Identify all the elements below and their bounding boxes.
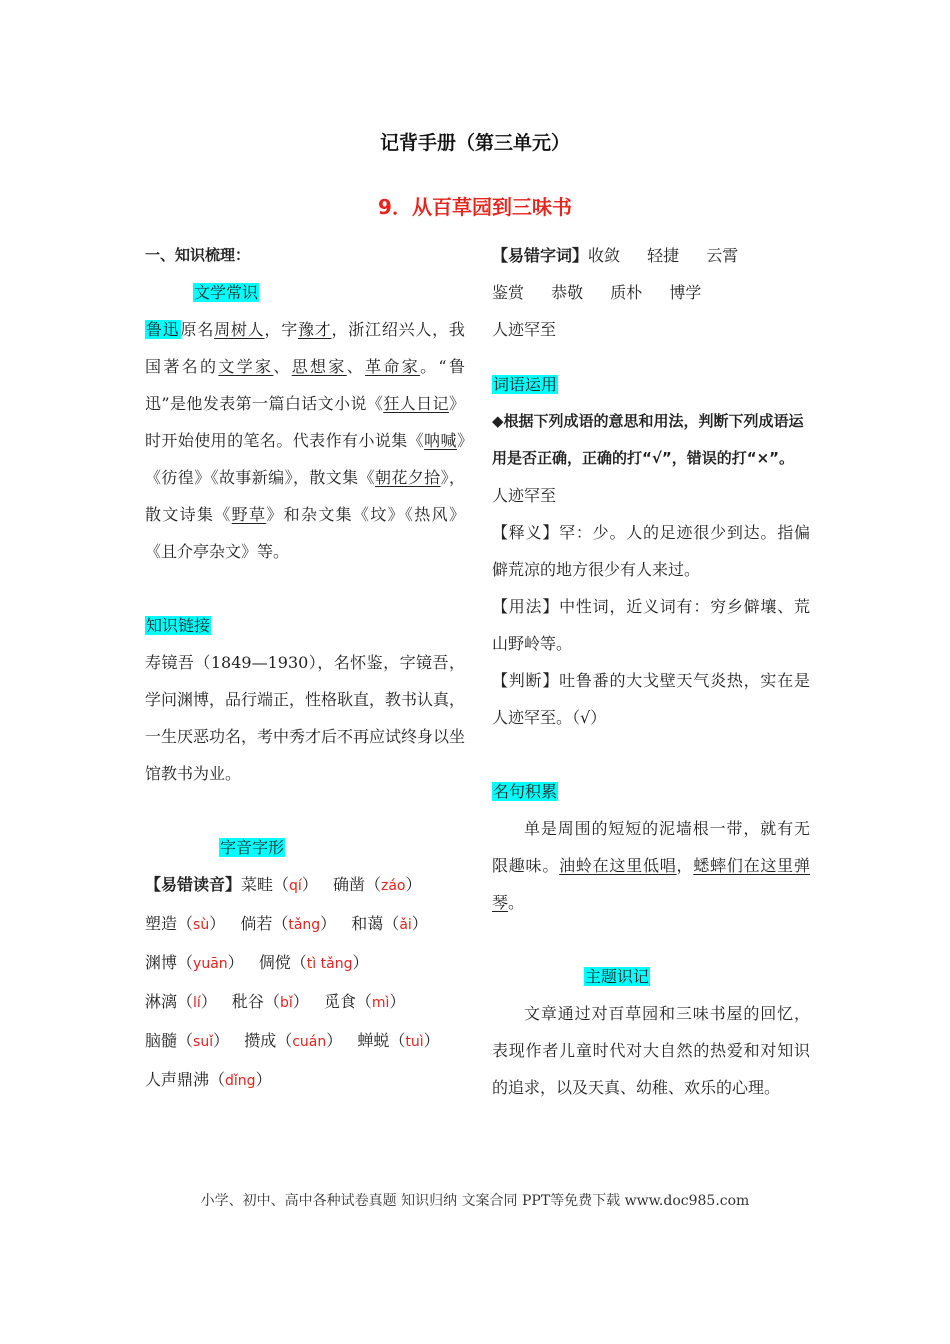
paren-open: （	[177, 953, 194, 972]
pinyin: mì	[371, 995, 390, 1011]
lit-author: 鲁迅	[146, 320, 180, 339]
pronunciation-item	[333, 875, 422, 894]
pronunciation-item	[244, 1031, 342, 1050]
typo-word: 鉴赏	[492, 283, 525, 302]
judge-paragraph	[492, 662, 810, 736]
paren-open: （	[177, 1031, 194, 1050]
pinyin: qí	[289, 878, 302, 894]
lit-keyword: 思想家	[291, 357, 347, 376]
pronunciation-head: 【易错读音】	[145, 875, 242, 894]
pronunciation-item	[240, 914, 336, 933]
page-title: 记背手册（第三单元）	[379, 132, 570, 154]
paren-open: （	[364, 875, 381, 894]
paren-open: （	[209, 1070, 226, 1089]
pronunciation-word: 秕谷	[231, 992, 264, 1011]
idiom: 人迹罕至	[492, 486, 557, 505]
paren-open: （	[273, 875, 290, 894]
paren-open: （	[263, 992, 280, 1011]
usage-instruction: ◆根据下列成语的意思和用法，判断下列成语运用是否正确，正确的打“√”，错误的打“×”。	[492, 412, 804, 467]
lit-keyword: 朝花夕拾	[374, 468, 441, 487]
pronunciation-word: 确凿	[332, 875, 365, 894]
paren-close: ）	[352, 953, 369, 972]
lit-text: ，字	[264, 320, 298, 339]
pinyin: sù	[193, 917, 210, 933]
pinyin: cuán	[292, 1034, 327, 1050]
quote-label: 名句积累	[493, 782, 558, 801]
lit-keyword: 豫才	[297, 320, 332, 339]
meaning-text: 罕：少。人的足迹很少到达。指偏僻荒凉的地方很少有人来过。	[492, 523, 810, 579]
typo-word: 博学	[669, 283, 702, 302]
pronunciation-word: 塑造	[145, 914, 178, 933]
paren-open: （	[389, 1031, 406, 1050]
pinyin: tuì	[405, 1034, 424, 1050]
paren-open: （	[177, 914, 194, 933]
pronunciation-word: 倘若	[240, 914, 273, 933]
quote-text: 单是周围的短短的泥墙根一带，就有无限趣味。	[492, 819, 810, 875]
paren-open: （	[272, 914, 289, 933]
typo-word: 轻捷	[647, 246, 680, 265]
pronunciation-item	[351, 914, 428, 933]
paren-close: ）	[326, 1031, 343, 1050]
lit-text: 。“鲁迅”是他发表第一篇白话文小说《	[145, 357, 465, 413]
lit-keyword: 呐喊	[424, 431, 457, 450]
paren-open: （	[383, 914, 400, 933]
paren-close: ）	[227, 953, 244, 972]
pinyin: suǐ	[193, 1034, 214, 1050]
paren-close: ）	[255, 1070, 272, 1089]
lit-keyword: 狂人日记	[383, 394, 449, 413]
quote-underlined: 油蛉在这里低唱	[559, 856, 677, 875]
knowledge-link-label: 知识链接	[146, 616, 211, 635]
pronunciation-word: 和蔼	[351, 914, 384, 933]
typo-word: 人迹罕至	[492, 320, 557, 339]
theme-label: 主题识记	[585, 967, 650, 986]
pronunciation-item	[232, 992, 309, 1011]
meaning-head: 【释义】	[492, 523, 560, 542]
usage-head: 【用法】	[492, 597, 560, 616]
paren-close: ）	[200, 992, 217, 1011]
paren-close: ）	[301, 875, 318, 894]
lit-text: 、	[346, 357, 366, 376]
lesson-title: 9．从百草园到三味书	[378, 195, 572, 219]
lit-text: 》《彷徨》《故事新编》，散文集《	[145, 431, 465, 487]
pronunciation-word: 攒成	[244, 1031, 277, 1050]
lit-text: 》和杂文集《坟》《热风》《且介亭杂文》等。	[145, 505, 465, 561]
pronunciation-word: 觅食	[323, 992, 356, 1011]
usage-label: 词语运用	[493, 375, 558, 394]
quote-text: 。	[508, 893, 525, 912]
pronunciation-word: 菜畦	[241, 875, 274, 894]
theme-text: 文章通过对百草园和三味书屋的回忆，表现作者儿童时代对大自然的热爱和对知识的追求，以及天真、幼稚、欢乐的心理。	[492, 1004, 810, 1097]
pinyin: lí	[193, 995, 201, 1011]
pinyin: tǎng	[288, 917, 321, 933]
pronunciation-word: 渊博	[145, 953, 178, 972]
pronunciation-word: 淋漓	[145, 992, 178, 1011]
paren-close: ）	[405, 875, 422, 894]
meaning-paragraph	[492, 514, 810, 588]
paren-close: ）	[423, 1031, 440, 1050]
pronunciation-word: 人声鼎沸	[145, 1070, 210, 1089]
pinyin: tì tǎng	[306, 956, 353, 972]
paren-close: ）	[389, 992, 406, 1011]
paren-open: （	[290, 953, 307, 972]
lit-text: 》时开始使用的笔名。代表作有小说集《	[145, 394, 465, 450]
pronunciation-item	[324, 992, 406, 1011]
lit-text: 》，散文诗集《	[145, 468, 465, 524]
section-title: 一、知识梳理：	[145, 246, 251, 264]
lit-text: 、	[273, 357, 292, 376]
lit-text: 原名	[180, 320, 215, 339]
typo-word: 收敛	[588, 246, 621, 265]
paren-open: （	[276, 1031, 293, 1050]
pronunciation-item	[145, 1031, 229, 1050]
pinyin: záo	[380, 878, 406, 894]
quote-text: ，	[676, 856, 694, 875]
pronunciation-list	[145, 866, 465, 1100]
paren-open: （	[177, 992, 194, 1011]
typo-head: 【易错字词】	[492, 246, 589, 265]
lit-keyword: 革命家	[365, 357, 421, 376]
paren-close: ）	[209, 914, 226, 933]
pronunciation-item	[357, 1031, 439, 1050]
judge-text: 吐鲁番的大戈壁天气炎热，实在是人迹罕至。（√）	[492, 671, 810, 727]
left-column	[145, 237, 465, 1100]
pronunciation-item	[145, 953, 244, 972]
usage-paragraph	[492, 588, 810, 662]
literature-paragraph	[145, 311, 465, 570]
paren-close: ）	[292, 992, 309, 1011]
pronunciation-label: 字音字形	[220, 838, 285, 857]
lit-keyword: 周树人	[214, 320, 265, 339]
usage-text: 中性词，近义词有：穷乡僻壤、荒山野岭等。	[492, 597, 810, 653]
right-column	[492, 237, 810, 1106]
footer-text: 小学、初中、高中各种试卷真题 知识归纳 文案合同 PPT等免费下载 www.doc985.com	[200, 1193, 750, 1209]
typo-word: 恭敬	[551, 283, 584, 302]
typo-word: 质朴	[610, 283, 643, 302]
judge-head: 【判断】	[492, 671, 560, 690]
typo-words-list	[492, 237, 810, 348]
literature-label: 文学常识	[194, 283, 259, 302]
pinyin: ǎi	[399, 917, 412, 933]
pronunciation-item	[145, 1070, 272, 1089]
pronunciation-item	[145, 914, 225, 933]
knowledge-link-text: 寿镜吾（1849—1930），名怀鉴，字镜吾，学问渊博，品行端正，性格耿直，教书认真，一生厌恶功名，考中秀才后不再应试终身以坐馆教书为业。	[145, 653, 466, 783]
quote-underlined: 蟋蟀们在这里弹琴	[492, 856, 810, 912]
quote-paragraph	[492, 810, 810, 921]
paren-close: ）	[213, 1031, 230, 1050]
lit-keyword: 文学家	[218, 357, 274, 376]
typo-word: 云霄	[706, 246, 739, 265]
paren-close: ）	[320, 914, 337, 933]
pronunciation-word: 蝉蜕	[357, 1031, 390, 1050]
pinyin: bǐ	[279, 995, 293, 1011]
pronunciation-item	[145, 992, 217, 1011]
pronunciation-word: 脑髓	[145, 1031, 178, 1050]
lit-text: ，浙江绍兴人，我国著名的	[145, 320, 465, 376]
pronunciation-word: 倜傥	[258, 953, 291, 972]
pinyin: dǐng	[225, 1073, 256, 1089]
pronunciation-item	[241, 875, 318, 894]
lit-keyword: 野草	[231, 505, 267, 524]
paren-close: ）	[411, 914, 428, 933]
pinyin: yuān	[193, 956, 228, 972]
paren-open: （	[355, 992, 372, 1011]
pronunciation-item	[259, 953, 369, 972]
